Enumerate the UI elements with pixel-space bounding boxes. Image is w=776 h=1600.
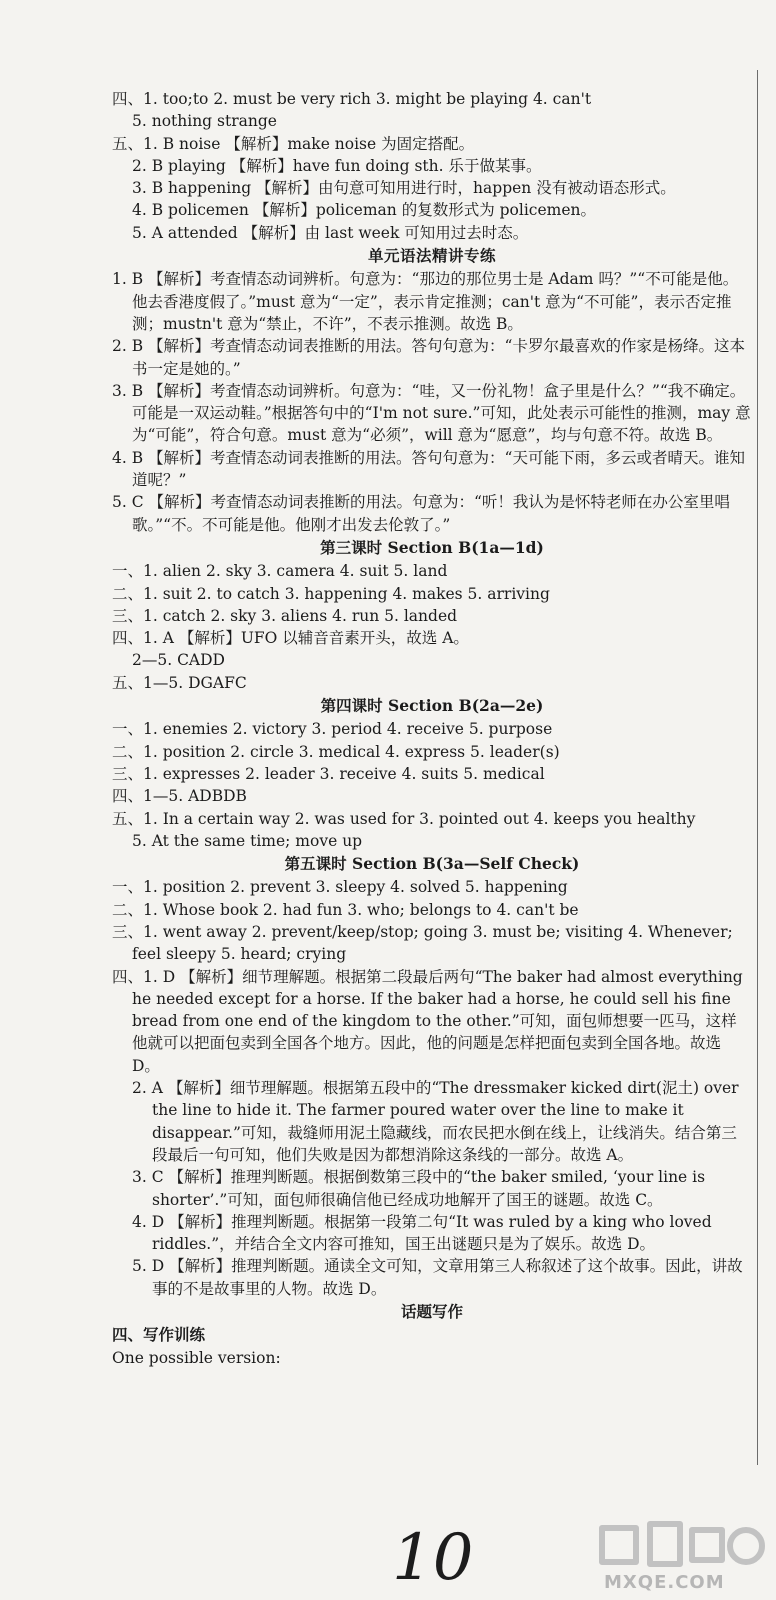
answer-line: 四、1. A 【解析】UFO 以辅音音素开头，故选 A。: [112, 629, 469, 648]
section-heading: 第三课时 Section B(1a—1d): [320, 537, 544, 557]
answer-line: 二、1. suit 2. to catch 3. happening 4. makes 5. arriving: [112, 584, 550, 603]
answer-line: 五、1—5. DGAFC: [112, 673, 247, 692]
answer-line: 4. D 【解析】推理判断题。根据第一段第二句“It was ruled by a king who loved riddles.”，并结合全文内容可推知，国王出谜题只是为了娱乐。故选 D。: [132, 1212, 712, 1254]
answer-line: 二、1. Whose book 2. had fun 3. who; belongs to 4. can't be: [112, 900, 579, 919]
answer-line: 三、1. expresses 2. leader 3. receive 4. suits 5. medical: [112, 764, 545, 783]
section-heading: 第四课时 Section B(2a—2e): [320, 696, 544, 716]
answer-line: 四、写作训练: [112, 1325, 206, 1345]
answer-line: 五、1. In a certain way 2. was used for 3. pointed out 4. keeps you healthy: [112, 809, 696, 828]
answer-key-content: [112, 88, 752, 1369]
section-heading: 话题写作: [400, 1302, 463, 1322]
section-heading: 单元语法精讲专练: [367, 246, 496, 266]
answer-line: 5. At the same time; move up: [132, 831, 363, 850]
answer-line: 三、1. catch 2. sky 3. aliens 4. run 5. landed: [112, 606, 458, 625]
section-heading: 第五课时 Section B(3a—Self Check): [284, 854, 580, 874]
answer-line: 3. B happening 【解析】由句意可知用进行时，happen 没有被动语态形式。: [132, 179, 676, 198]
answer-line: 四、1—5. ADBDB: [112, 787, 247, 806]
answer-line: 四、1. D 【解析】细节理解题。根据第二段最后两句“The baker had almost everything he needed except for a horse. If the baker had a horse, he could sell his fine bread from one end of the kingdom to the other.”可知，面包师想要一匹马，这样他就可以把面包卖到全国各个地方。因此，他的问题是怎样把面包卖到全国各地。故选 D。: [112, 967, 743, 1075]
right-margin-rule: [757, 70, 758, 1465]
answer-line: 3. C 【解析】推理判断题。根据倒数第三段中的“the baker smiled, ‘your line is shorter’.”可知，面包师很确信他已经成功地解开了国王的谜题。故选 C。: [132, 1168, 706, 1209]
answer-line: 5. D 【解析】推理判断题。通读全文可知，文章用第三人称叙述了这个故事。因此，讲故事的不是故事里的人物。故选 D。: [132, 1257, 743, 1298]
answer-line: 1. B 【解析】考查情态动词辨析。句意为：“那边的那位男士是 Adam 吗？”“不可能是他。他去香港度假了。”must 意为“一定”，表示肯定推测；can't 意为“不可能”，表示否定推测；mustn't 意为“禁止，不许”，不表示推测。故选 B。: [112, 270, 739, 333]
answer-line: 2. B 【解析】考查情态动词表推断的用法。答句句意为：“卡罗尔最喜欢的作家是杨绛。这本书一定是她的。”: [112, 337, 745, 378]
answer-line: 3. B 【解析】考查情态动词辨析。句意为：“哇，又一份礼物！盒子里是什么？”“我不确定。可能是一双运动鞋。”根据答句中的“I'm not sure.”可知，此处表示可能性的推测，may 意为“可能”，符合句意。must 意为“必须”，will 意为“愿意”，均与句意不符。故选 B。: [112, 381, 751, 445]
answer-line: 2—5. CADD: [132, 651, 225, 670]
answer-line: 2. B playing 【解析】have fun doing sth. 乐于做某事。: [132, 156, 542, 175]
answer-line: 四、1. too;to 2. must be very rich 3. might be playing 4. can't: [112, 90, 592, 108]
answer-line: 5. nothing strange: [132, 112, 277, 131]
answer-line: 2. A 【解析】细节理解题。根据第五段中的“The dressmaker kicked dirt(泥土) over the line to hide it. The farmer poured water over the line to make it disappear.”可知，裁缝师用泥土隐藏线，而农民把水倒在线上，让线消失。结合第三段最后一句可知，他们失败是因为都想消除这条线的一部分。故选 A。: [132, 1079, 739, 1164]
answer-line: 一、1. enemies 2. victory 3. period 4. receive 5. purpose: [112, 720, 553, 739]
page-number: 10: [392, 1521, 474, 1595]
answer-line: 4. B policemen 【解析】policeman 的复数形式为 policemen。: [132, 201, 597, 220]
answer-line: 一、1. position 2. prevent 3. sleepy 4. solved 5. happening: [112, 878, 568, 897]
answer-line: 三、1. went away 2. prevent/keep/stop; going 3. must be; visiting 4. Whenever; feel sleepy 5. heard; crying: [112, 922, 733, 964]
answer-line: 4. B 【解析】考查情态动词表推断的用法。答句句意为：“天可能下雨，多云或者晴天。谁知道呢？”: [112, 448, 745, 490]
watermark-text: MXQE.COM: [604, 1572, 725, 1593]
answer-line: 5. A attended 【解析】由 last week 可知用过去时态。: [132, 223, 529, 242]
answer-line: 五、1. B noise 【解析】make noise 为固定搭配。: [112, 134, 475, 153]
answer-line: 一、1. alien 2. sky 3. camera 4. suit 5. land: [112, 562, 448, 581]
answer-line: 二、1. position 2. circle 3. medical 4. express 5. leader(s): [112, 742, 560, 761]
answer-line: One possible version:: [112, 1348, 281, 1367]
answer-line: 5. C 【解析】考查情态动词表推断的用法。句意为：“听！我认为是怀特老师在办公室里唱歌。”“不。不可能是他。他刚才出发去伦敦了。”: [112, 493, 730, 534]
